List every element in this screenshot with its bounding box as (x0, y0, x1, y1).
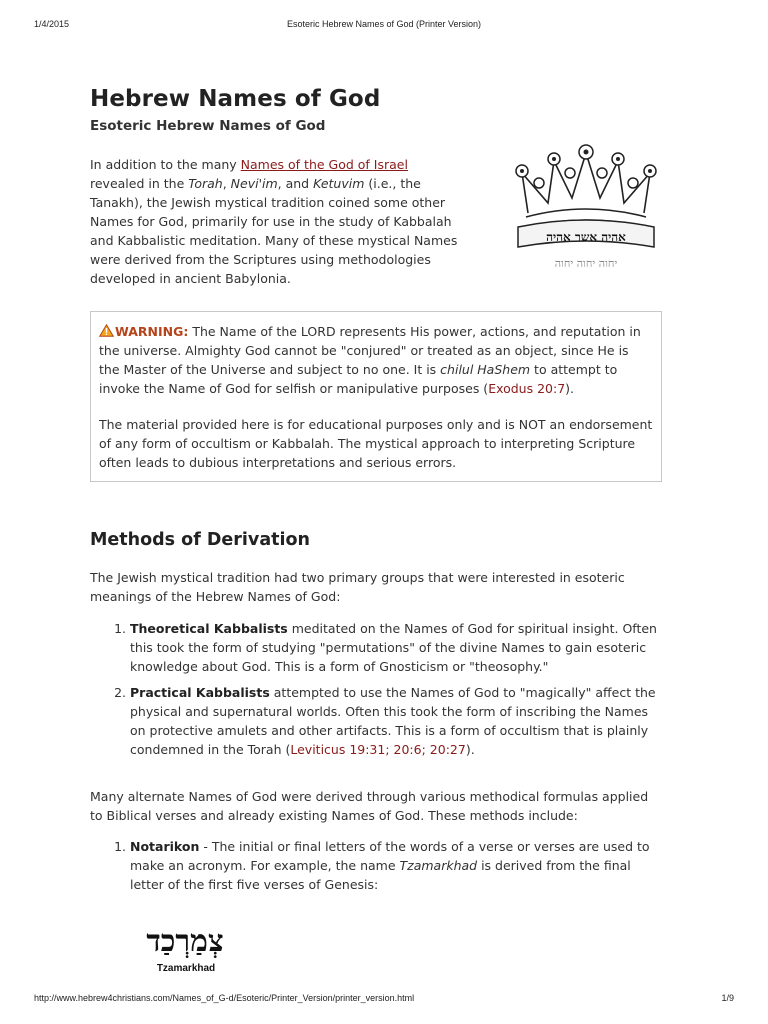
intro-text: , and (277, 176, 314, 191)
neviim-term: Nevi'im (230, 176, 278, 191)
intro-paragraph (90, 155, 460, 288)
warning-label: WARNING: (115, 324, 189, 339)
crown-inscription-top: אהיה אשר אהיה (546, 230, 626, 244)
crown-image (508, 143, 664, 283)
section-heading: Methods of Derivation (90, 530, 310, 550)
crown-inscription-bottom: יחוה יחוה יחוה (554, 257, 618, 270)
tzamarkhad-hebrew: צְמַרְכַד (146, 924, 224, 959)
list-item-text: is derived from the final letter of the first five verses of Genesis: (130, 858, 631, 892)
tzamarkhad-figure (128, 922, 244, 978)
kabbalist-groups-list (90, 619, 662, 759)
warning-text: ). (565, 381, 575, 396)
main-content (90, 86, 662, 901)
print-date: 1/4/2015 (34, 19, 70, 29)
print-header (0, 19, 768, 31)
exodus-reference-link[interactable]: Exodus 20:7 (488, 381, 566, 396)
print-footer (0, 993, 768, 1005)
derivation-methods-list (90, 837, 662, 894)
methods-intro: The Jewish mystical tradition had two primary groups that were interested in esoteric meanings of the Hebrew Names of God: (90, 570, 625, 604)
warning-text: The Name of the LORD represents His power, actions, and reputation in the universe. Almighty God cannot be "conjured" or treated as an object, since He is the Master of the Universe and subject to no one. It is (99, 324, 641, 377)
print-page-number: 1/9 (721, 993, 734, 1003)
intro-text: In addition to the many (90, 157, 241, 172)
ketuvim-term: Ketuvim (313, 176, 365, 191)
names-of-god-link[interactable]: Names of the God of Israel (240, 157, 408, 172)
list-item-term: Notarikon (130, 839, 200, 854)
list-item (130, 837, 662, 894)
print-url: http://www.hebrew4christians.com/Names_of_G-d/Esoteric/Printer_Version/printer_version.html (34, 993, 415, 1003)
intro-text: (i.e., the Tanakh), the Jewish mystical tradition coined some other Names for God, primarily for use in the study of Kabbalah and Kabbalistic meditation. Many of these mystical Names were derived from the Scriptures using methodologies developed in ancient Babylonia. (90, 176, 458, 286)
list-item (130, 683, 662, 759)
tzamarkhad-term: Tzamarkhad (399, 858, 478, 873)
disclaimer-paragraph: The material provided here is for educational purposes only and is NOT an endorsement of any form of occultism or Kabbalah. The mystical approach to interpreting Scripture often leads to dubious interpretations and serious errors. (99, 417, 653, 470)
warning-paragraph (99, 322, 653, 398)
page-title: Hebrew Names of God (90, 86, 381, 112)
list-item (130, 619, 662, 676)
list-item-text: ). (465, 742, 475, 757)
list-item-term: Theoretical Kabbalists (130, 621, 288, 636)
warning-box (90, 311, 662, 482)
page-subtitle: Esoteric Hebrew Names of God (90, 118, 326, 134)
list-item-text: - The initial or final letters of the words of a verse or verses are used to make an acronym. For example, the name (130, 839, 650, 873)
list-item-term: Practical Kabbalists (130, 685, 270, 700)
intro-text: , (222, 176, 231, 191)
chilul-hashem-term: chilul HaShem (440, 362, 531, 377)
list-item-text: attempted to use the Names of God to "magically" affect the physical and supernatural worlds. Often this took the form of inscribing the Names on protective amulets and other artifacts. This is a form of occultism that is plainly condemned in the Torah ( (130, 685, 656, 757)
warning-icon (99, 324, 114, 337)
intro-section (90, 155, 662, 290)
intro-text: revealed in the (90, 176, 189, 191)
leviticus-reference-link[interactable]: Leviticus 19:31; 20:6; 20:27 (290, 742, 466, 757)
print-title: Esoteric Hebrew Names of God (Printer Version) (286, 19, 482, 29)
torah-term: Torah (188, 176, 223, 191)
methods-paragraph: Many alternate Names of God were derived through various methodical formulas applied to Biblical verses and already existing Names of God. These methods include: (90, 789, 649, 823)
list-item-text: meditated on the Names of God for spiritual insight. Often this took the form of studying "permutations" of the divine Names to gain esoteric knowledge about God. This is a form of Gnosticism or "theosophy." (130, 621, 657, 674)
tzamarkhad-caption: Tzamarkhad (156, 963, 216, 974)
warning-text: to attempt to invoke the Name of God for selfish or manipulative purposes ( (99, 362, 618, 396)
